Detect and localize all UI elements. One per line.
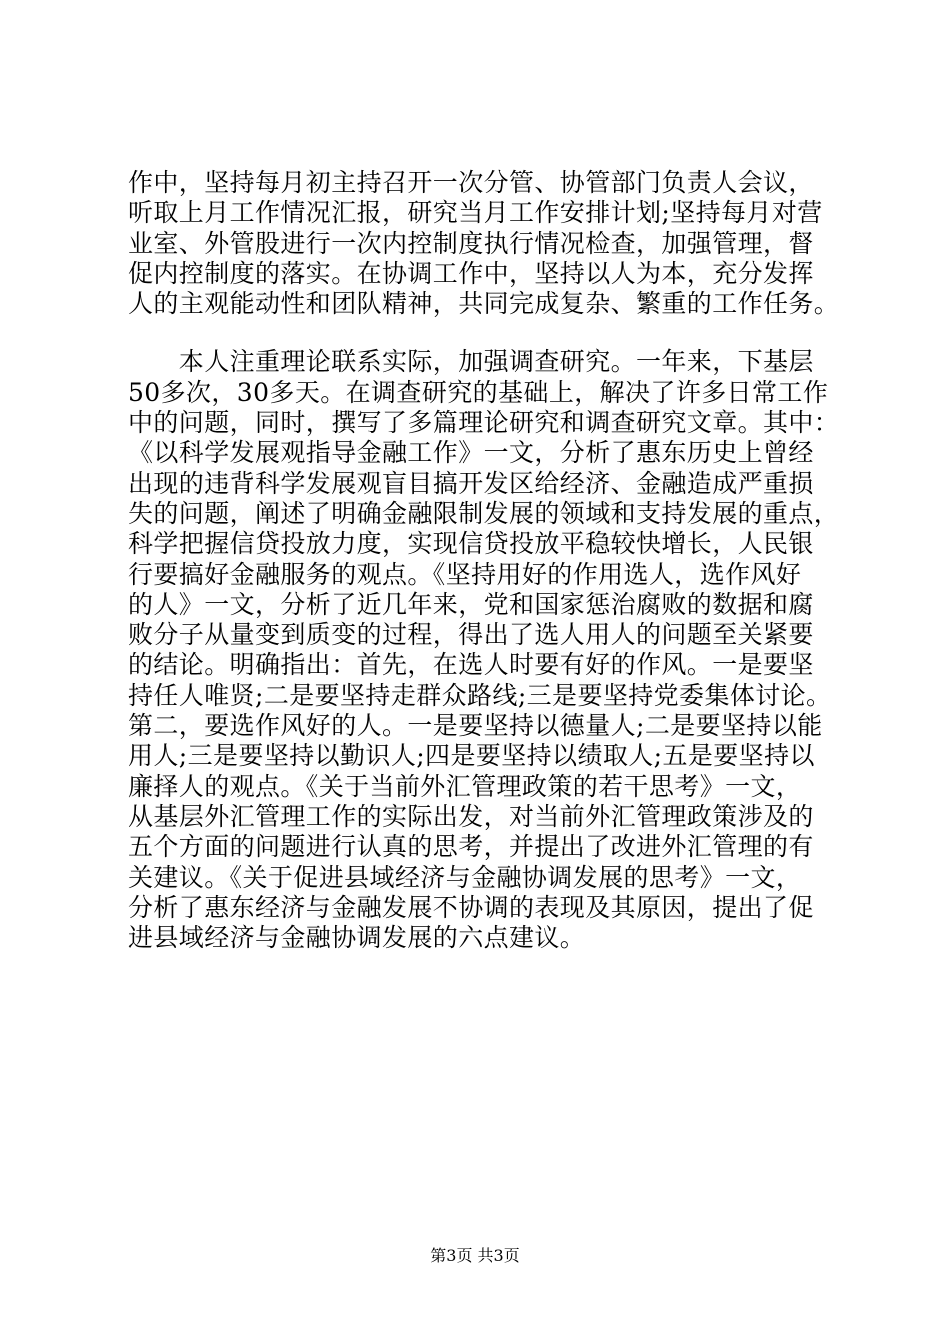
text-line: 出现的违背科学发展观盲目搞开发区给经济、金融造成严重损 [128, 468, 814, 498]
text-line: 50多次，30多天。在调查研究的基础上，解决了许多日常工作 [128, 377, 829, 407]
paragraph-2 [128, 347, 848, 953]
text-line: 败分子从量变到质变的过程，得出了选人用人的问题至关紧要 [128, 620, 814, 650]
document-body [128, 168, 848, 953]
text-line: 从基层外汇管理工作的实际出发，对当前外汇管理政策涉及的 [128, 801, 814, 831]
text-line: 进县域经济与金融协调发展的六点建议。 [128, 923, 586, 953]
text-line: 科学把握信贷投放力度，实现信贷投放平稳较快增长，人民银 [128, 529, 814, 559]
page-footer [0, 1246, 950, 1266]
text-line: 《以科学发展观指导金融工作》一文，分析了惠东历史上曾经 [128, 438, 814, 468]
text-line: 本人注重理论联系实际，加强调查研究。一年来，下基层 [128, 347, 814, 377]
text-line: 廉择人的观点。《关于当前外汇管理政策的若干思考》一文， [128, 771, 802, 801]
text-line: 的结论。明确指出：首先，在选人时要有好的作风。一是要坚 [128, 650, 814, 680]
text-line: 分析了惠东经济与金融发展不协调的表现及其原因，提出了促 [128, 892, 814, 922]
text-line: 作中，坚持每月初主持召开一次分管、协管部门负责人会议， [128, 168, 814, 197]
text-line: 人的主观能动性和团队精神，共同完成复杂、繁重的工作任务。 [128, 289, 840, 319]
paragraph-spacer [128, 319, 848, 347]
text-line: 行要搞好金融服务的观点。《坚持用好的作用选人，选作风好 [128, 559, 802, 589]
text-line: 中的问题，同时，撰写了多篇理论研究和调查研究文章。其中： [128, 408, 840, 438]
text-line: 听取上月工作情况汇报，研究当月工作安排计划;坚持每月对营 [128, 198, 823, 228]
paragraph-1 [128, 168, 848, 319]
text-line: 第二，要选作风好的人。一是要坚持以德量人;二是要坚持以能 [128, 711, 823, 741]
text-line: 促内控制度的落实。在协调工作中，坚持以人为本，充分发挥 [128, 258, 814, 288]
text-line: 业室、外管股进行一次内控制度执行情况检查，加强管理，督 [128, 228, 814, 258]
text-line: 失的问题，阐述了明确金融限制发展的领域和支持发展的重点， [128, 498, 840, 528]
text-line: 持任人唯贤;二是要坚持走群众路线;三是要坚持党委集体讨论。 [128, 680, 832, 710]
text-line: 的人》一文，分析了近几年来，党和国家惩治腐败的数据和腐 [128, 589, 814, 619]
text-line: 五个方面的问题进行认真的思考，并提出了改进外汇管理的有 [128, 832, 814, 862]
page-number-label: 第3页 共3页 [430, 1246, 520, 1265]
text-line: 用人;三是要坚持以勤识人;四是要坚持以绩取人;五是要坚持以 [128, 741, 815, 771]
text-line: 关建议。《关于促进县域经济与金融协调发展的思考》一文， [128, 862, 802, 892]
